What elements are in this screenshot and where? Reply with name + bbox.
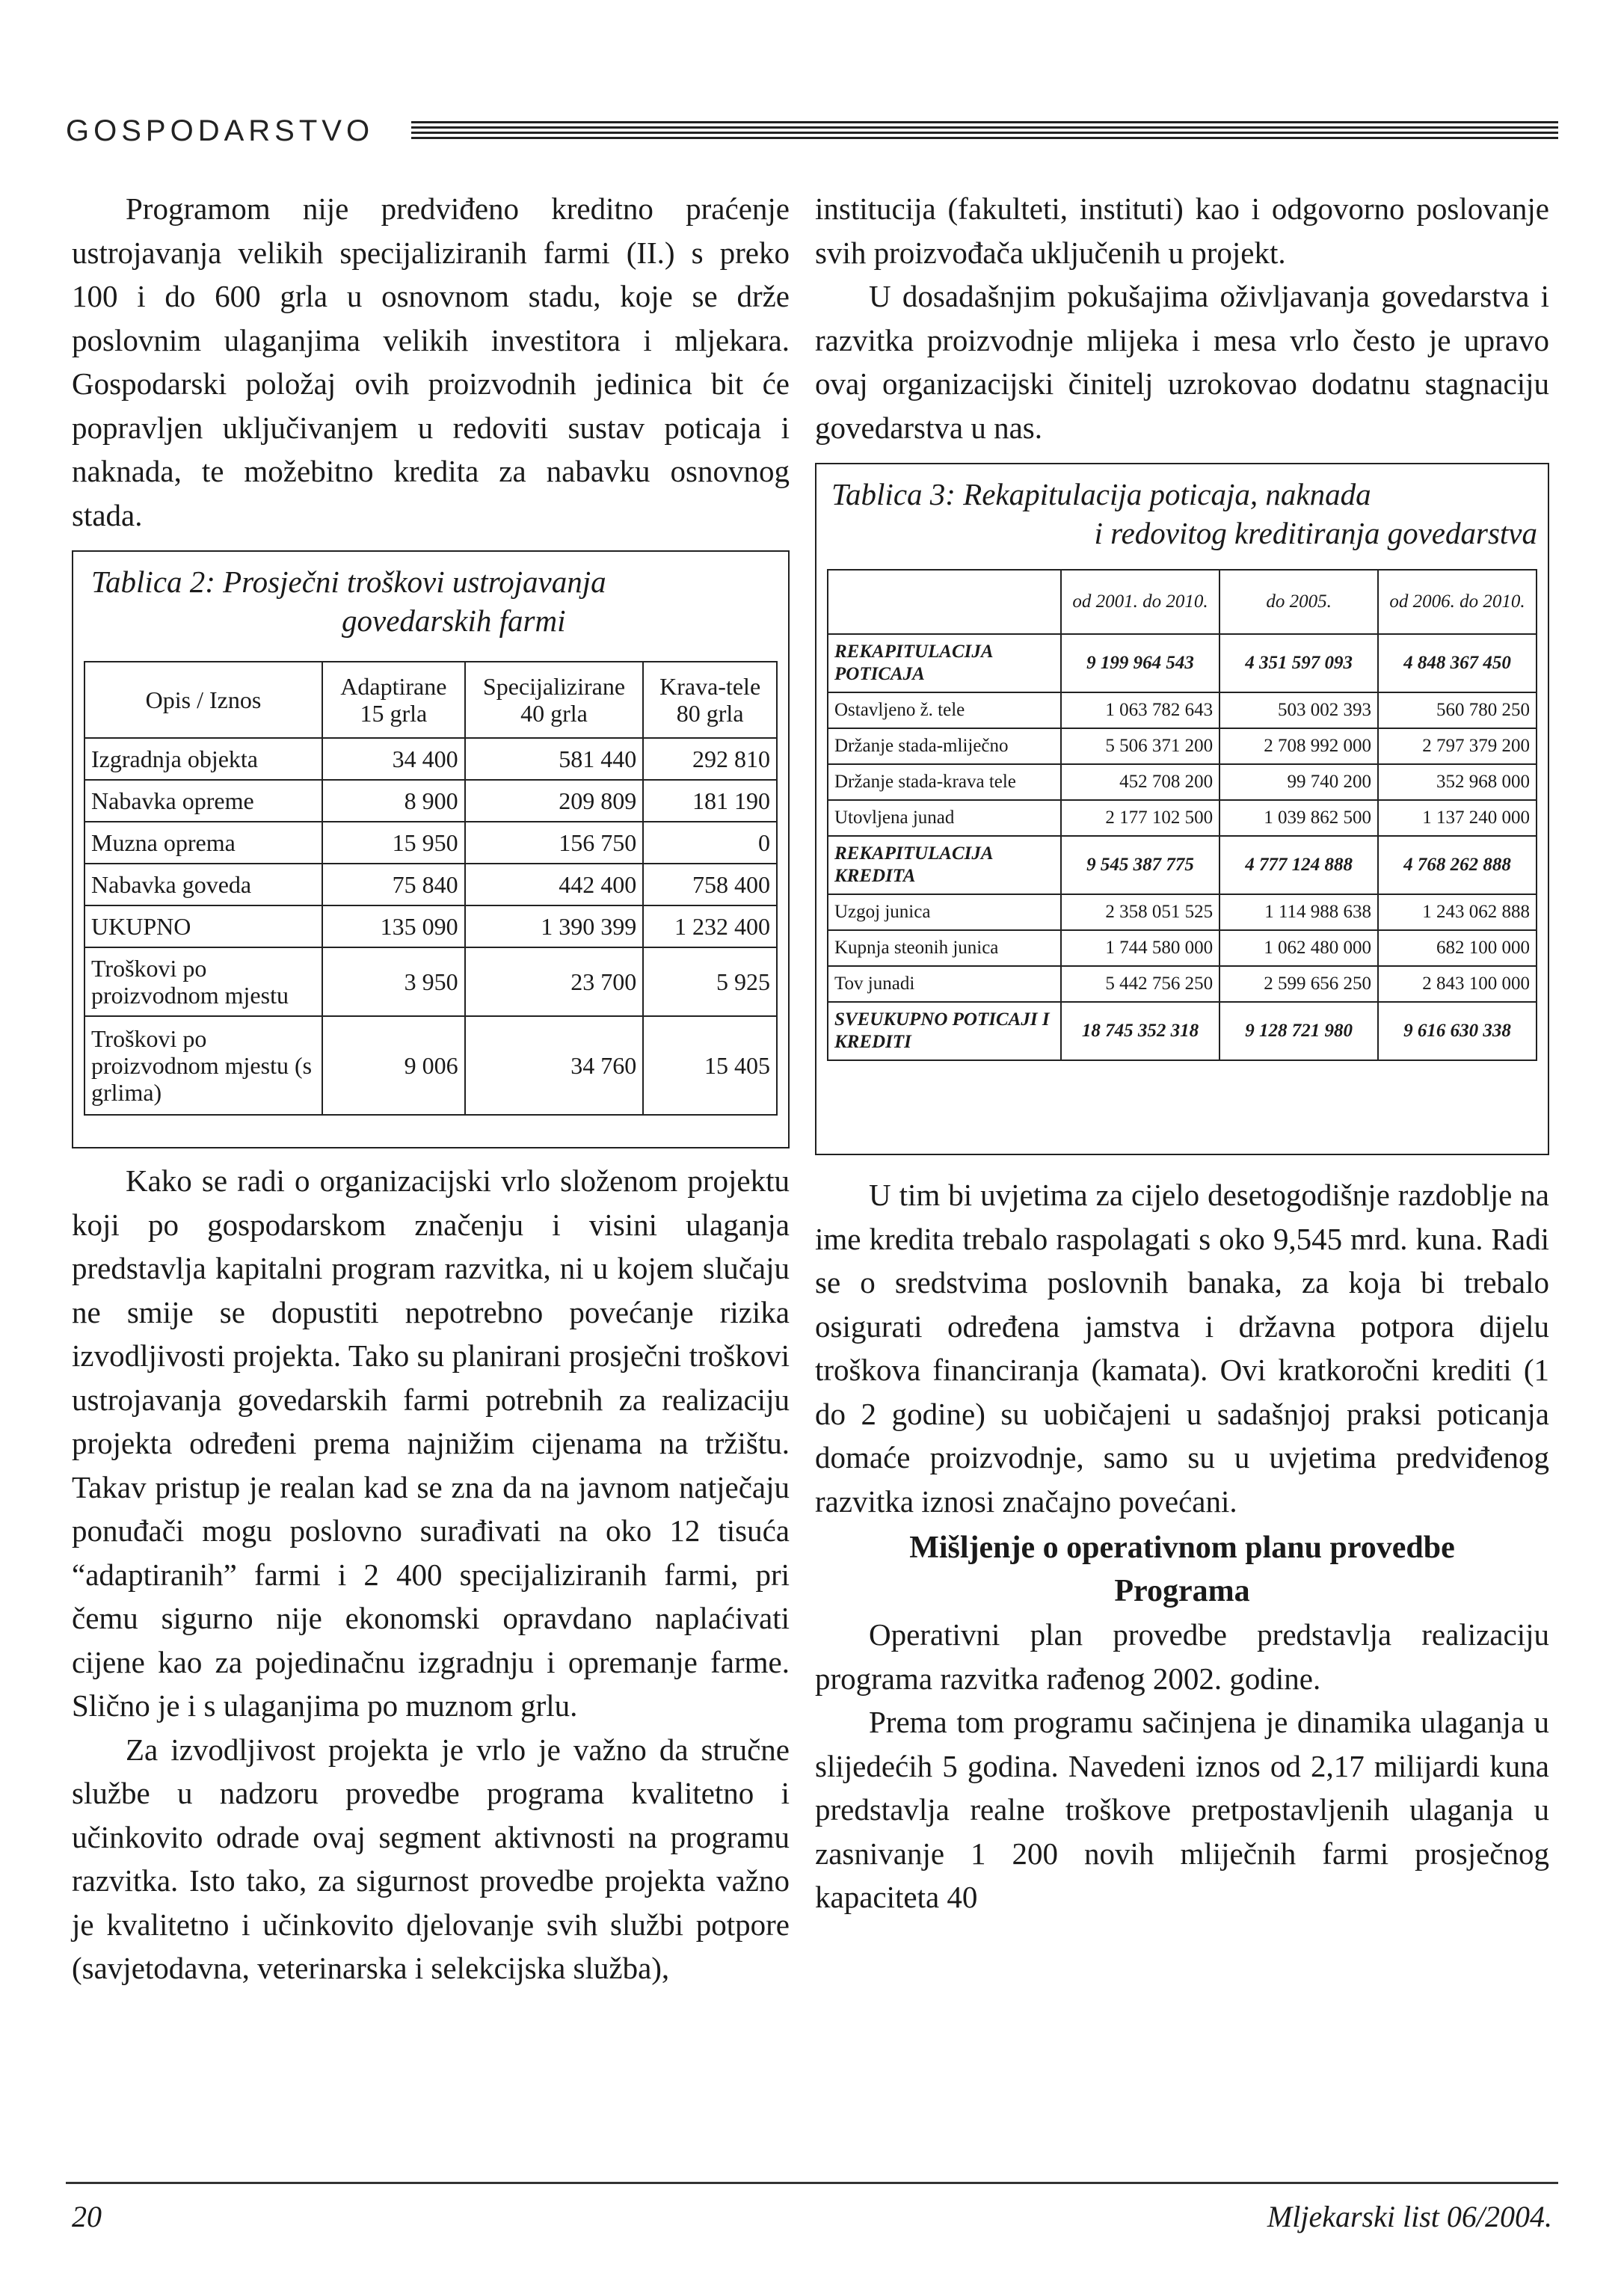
table-row: [828, 1002, 1537, 1060]
left-paragraph-2: Kako se radi o organizacijski vrlo složenom projektu koji po gospodarskom značenju i visini ulaganja predstavlja kapitalni program razvitka, ni u kojem slučaju ne smije se dopustiti nepotrebno povećanje rizika izvodljivosti projekta. Tako su planirani prosječni troškovi ustrojavanja govedarskih farmi potrebnih za realizaciju projekta određeni prema najnižim cijenama na tržištu. Takav pristup je realan kad se zna da na javnom natječaju ponuđači mogu poslovno surađivati na oko 12 tisuća “adaptiranih” farmi i 2 400 specijaliziranih farmi, pri čemu sigurno nije ekonomski opravdano naplaćivati cijene kao za pojedinačnu izgradnju i opremanje farme. Slično je i s ulaganjima po muznom grlu.: [72, 1163, 790, 1723]
table-row: [828, 800, 1537, 836]
right-paragraph-1: institucija (fakulteti, instituti) kao i odgovorno poslovanje svih proizvođača uključenih u projekt.: [815, 191, 1549, 270]
row-label: Kupnja steonih junica: [828, 930, 1061, 966]
cell-value: 34 400: [322, 738, 465, 780]
cell-value: 0: [643, 822, 777, 864]
cell-value: 1 114 988 638: [1219, 894, 1378, 930]
table-3-header-c1: od 2001. do 2010.: [1061, 570, 1219, 634]
cell-value: 2 797 379 200: [1378, 728, 1537, 764]
cell-value: 758 400: [643, 864, 777, 905]
right-paragraph-5: Prema tom programu sačinjena je dinamika ulaganja u slijedećih 5 godina. Navedeni iznos od 2,17 milijardi kuna predstavlja realne troškove pretpostavljenih ulaganja u zasnivanje 1 200 novih mliječnih farmi prosječnog kapaciteta 40: [815, 1705, 1549, 1914]
table-row: [84, 947, 777, 1016]
right-paragraph-2: U dosadašnjim pokušajima oživljavanja govedarstva i razvitka proizvodnje mlijeka i mesa vrlo često je upravo ovaj organizacijski činitelj uzrokovao dodatnu stagnaciju govedarstva u nas.: [815, 279, 1549, 445]
section-heading-line-2: Programa: [1114, 1574, 1250, 1608]
table-2-caption: [84, 562, 778, 640]
row-label: REKAPITULACIJA KREDITA: [828, 836, 1061, 894]
table-3: [827, 569, 1537, 1061]
right-paragraph-4: Operativni plan provedbe predstavlja realizaciju programa razvitka rađenog 2002. godine.: [815, 1617, 1549, 1696]
table-3-header-row: [828, 570, 1537, 634]
cell-value: 1 744 580 000: [1061, 930, 1219, 966]
cell-value: 8 900: [322, 780, 465, 822]
table-2-header-c2: Specijalizirane 40 grla: [465, 662, 644, 738]
table-2-header-label: Opis / Iznos: [84, 662, 322, 738]
cell-value: 1 232 400: [643, 905, 777, 947]
cell-value: 682 100 000: [1378, 930, 1537, 966]
cell-value: 5 925: [643, 947, 777, 1016]
cell-value: 1 137 240 000: [1378, 800, 1537, 836]
cell-value: 15 405: [643, 1016, 777, 1115]
page-number: 20: [72, 2200, 102, 2233]
row-label: Izgradnja objekta: [84, 738, 322, 780]
cell-value: 209 809: [465, 780, 644, 822]
table-2-caption-line-1: Tablica 2: Prosječni troškovi ustrojavanja: [91, 565, 606, 599]
cell-value: 9 616 630 338: [1378, 1002, 1537, 1060]
table-row: [828, 634, 1537, 692]
cell-value: 1 243 062 888: [1378, 894, 1537, 930]
table-3-caption-line-2: i redovitog kreditiranja govedarstva: [1094, 516, 1537, 550]
cell-value: 75 840: [322, 864, 465, 905]
row-label: Nabavka opreme: [84, 780, 322, 822]
table-row: [828, 894, 1537, 930]
row-label: REKAPITULACIJA POTICAJA: [828, 634, 1061, 692]
row-label: Troškovi po proizvodnom mjestu (s grlima): [84, 1016, 322, 1115]
cell-value: 1 039 862 500: [1219, 800, 1378, 836]
table-3-header-label: [828, 570, 1061, 634]
section-heading-line-1: Mišljenje o operativnom planu provedbe: [909, 1531, 1455, 1565]
cell-value: 292 810: [643, 738, 777, 780]
cell-value: 2 708 992 000: [1219, 728, 1378, 764]
cell-value: 4 848 367 450: [1378, 634, 1537, 692]
cell-value: 9 545 387 775: [1061, 836, 1219, 894]
table-row: [828, 836, 1537, 894]
cell-value: 2 177 102 500: [1061, 800, 1219, 836]
row-label: UKUPNO: [84, 905, 322, 947]
row-label: Držanje stada-krava tele: [828, 764, 1061, 800]
journal-name: Mljekarski list 06/2004.: [1267, 2200, 1552, 2233]
cell-value: 4 768 262 888: [1378, 836, 1537, 894]
table-row: [84, 738, 777, 780]
cell-value: 581 440: [465, 738, 644, 780]
right-column: [815, 187, 1549, 1919]
cell-value: 156 750: [465, 822, 644, 864]
cell-value: 503 002 393: [1219, 692, 1378, 728]
cell-value: 15 950: [322, 822, 465, 864]
table-row: [828, 728, 1537, 764]
cell-value: 4 351 597 093: [1219, 634, 1378, 692]
table-3-header-c2: do 2005.: [1219, 570, 1378, 634]
cell-value: 352 968 000: [1378, 764, 1537, 800]
table-2-box: [72, 550, 790, 1148]
table-2-header-c3: Krava-tele 80 grla: [643, 662, 777, 738]
row-label: Utovljena junad: [828, 800, 1061, 836]
cell-value: 560 780 250: [1378, 692, 1537, 728]
table-3-header-c3: od 2006. do 2010.: [1378, 570, 1537, 634]
row-label: Tov junadi: [828, 966, 1061, 1002]
table-3-box: [815, 463, 1549, 1155]
cell-value: 34 760: [465, 1016, 644, 1115]
cell-value: 5 506 371 200: [1061, 728, 1219, 764]
row-label: Uzgoj junica: [828, 894, 1061, 930]
row-label: Držanje stada-mliječno: [828, 728, 1061, 764]
cell-value: 1 063 782 643: [1061, 692, 1219, 728]
cell-value: 3 950: [322, 947, 465, 1016]
cell-value: 9 006: [322, 1016, 465, 1115]
table-2-header-row: [84, 662, 777, 738]
header-rule: [411, 121, 1558, 141]
table-3-caption-line-1: Tablica 3: Rekapitulacija poticaja, naknada: [831, 477, 1371, 511]
right-paragraph-3: U tim bi uvjetima za cijelo desetogodišnje razdoblje na ime kredita trebalo raspolagati s oko 9,545 mrd. kuna. Radi se o sredstvima poslovnih banaka, za koja bi trebalo osigurati određena jamstva i državna potpora dijelu troškova financiranja (kamata). Ovi kratkoročni krediti (1 do 2 godine) su uobičajeni u sadašnjoj praksi poticanja domaće proizvodnje, samo su u uvjetima predviđenog razvitka iznosi značajno povećani.: [815, 1178, 1549, 1519]
cell-value: 2 843 100 000: [1378, 966, 1537, 1002]
cell-value: 99 740 200: [1219, 764, 1378, 800]
table-row: [84, 1016, 777, 1115]
cell-value: 181 190: [643, 780, 777, 822]
cell-value: 9 128 721 980: [1219, 1002, 1378, 1060]
row-label: Ostavljeno ž. tele: [828, 692, 1061, 728]
table-row: [828, 764, 1537, 800]
cell-value: 2 599 656 250: [1219, 966, 1378, 1002]
section-title-header: GOSPODARSTVO: [66, 114, 375, 147]
table-row: [828, 966, 1537, 1002]
table-3-caption: [827, 475, 1537, 553]
table-row: [828, 692, 1537, 728]
footer-rule: [66, 2182, 1558, 2184]
cell-value: 2 358 051 525: [1061, 894, 1219, 930]
cell-value: 23 700: [465, 947, 644, 1016]
cell-value: 9 199 964 543: [1061, 634, 1219, 692]
cell-value: 5 442 756 250: [1061, 966, 1219, 1002]
row-label: Troškovi po proizvodnom mjestu: [84, 947, 322, 1016]
row-label: Muzna oprema: [84, 822, 322, 864]
table-row: [84, 822, 777, 864]
cell-value: 18 745 352 318: [1061, 1002, 1219, 1060]
table-2-header-c1: Adaptirane 15 grla: [322, 662, 465, 738]
cell-value: 452 708 200: [1061, 764, 1219, 800]
left-paragraph-1: Programom nije predviđeno kreditno praćenje ustrojavanja velikih specijaliziranih farmi (II.) s preko 100 i do 600 grla u osnovnom stadu, koje se drže poslovnim ulaganjima velikih investitora i mljekara. Gospodarski položaj ovih proizvodnih jedinica bit će popravljen uključivanjem u redoviti sustav poticaja i naknada, te možebitno kredita za nabavku osnovnog stada.: [72, 191, 790, 532]
cell-value: 1 062 480 000: [1219, 930, 1378, 966]
left-paragraph-3: Za izvodljivost projekta je vrlo je važno da stručne službe u nadzoru provedbe programa kvalitetno i učinkovito odrade ovaj segment aktivnosti na programu razvitka. Isto tako, za sigurnost provedbe projekta važno je kvalitetno i učinkovito djelovanje svih službi potpore (savjetodavna, veterinarska i selekcijska služba),: [72, 1732, 790, 1985]
cell-value: 442 400: [465, 864, 644, 905]
row-label: SVEUKUPNO POTICAJI I KREDITI: [828, 1002, 1061, 1060]
table-row: [84, 864, 777, 905]
table-row: [828, 930, 1537, 966]
cell-value: 135 090: [322, 905, 465, 947]
table-row: [84, 780, 777, 822]
table-row: [84, 905, 777, 947]
table-2: [84, 661, 778, 1116]
cell-value: 1 390 399: [465, 905, 644, 947]
cell-value: 4 777 124 888: [1219, 836, 1378, 894]
table-2-caption-line-2: govedarskih farmi: [342, 603, 566, 638]
row-label: Nabavka goveda: [84, 864, 322, 905]
page-header: [66, 112, 1558, 150]
section-heading: [815, 1526, 1549, 1613]
left-column: [72, 187, 790, 1990]
